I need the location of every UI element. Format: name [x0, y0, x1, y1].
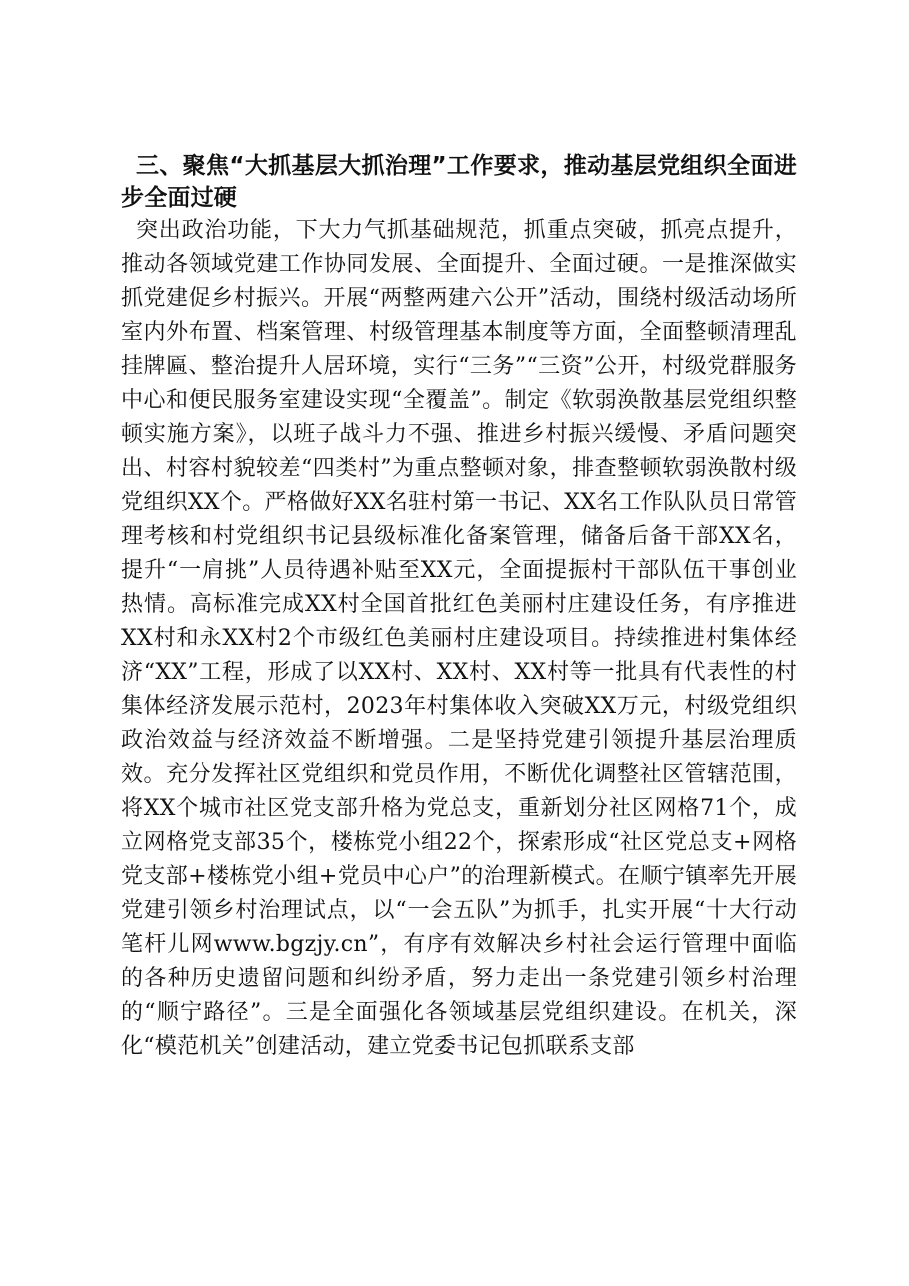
- section-heading: 三、聚焦“大抓基层大抓治理”工作要求，推动基层党组织全面进步全面过硬: [121, 153, 797, 211]
- document-content: [121, 150, 797, 1064]
- body-paragraph: 突出政治功能，下大力气抓基础规范，抓重点突破，抓亮点提升，推动各领域党建工作协同发展、全面提升、全面过硬。一是推深做实抓党建促乡村振兴。开展“两整两建六公开”活动，围绕村级活动场所室内外布置、档案管理、村级管理基本制度等方面，全面整顿清理乱挂牌匾、整治提升人居环境，实行“三务”“三资”公开，村级党群服务中心和便民服务室建设实现“全覆盖”。制定《软弱涣散基层党组织整顿实施方案》，以班子战斗力不强、推进乡村振兴缓慢、矛盾问题突出、村容村貌较差“四类村”为重点整顿对象，排查整顿软弱涣散村级党组织XX个。严格做好XX名驻村第一书记、XX名工作队队员日常管理考核和村党组织书记县级标准化备案管理，储备后备干部XX名，提升“一肩挑”人员待遇补贴至XX元，全面提振村干部队伍干事创业热情。高标准完成XX村全国首批红色美丽村庄建设任务，有序推进XX村和永XX村2个市级红色美丽村庄建设项目。持续推进村集体经济“XX”工程，形成了以XX村、XX村、XX村等一批具有代表性的村集体经济发展示范村，2023年村集体收入突破XX万元，村级党组织政治效益与经济效益不断增强。二是坚持党建引领提升基层治理质效。充分发挥社区党组织和党员作用，不断优化调整社区管辖范围，将XX个城市社区党支部升格为党总支，重新划分社区网格71个，成立网格党支部35个，楼栋党小组22个，探索形成“社区党总支+网格党支部+楼栋党小组+党员中心户”的治理新模式。在顺宁镇率先开展党建引领乡村治理试点，以“一会五队”为抓手，扎实开展“十大行动笔杆儿网www.bgzjy.cn”，有序有效解决乡村社会运行管理中面临的各种历史遗留问题和纠纷矛盾，努力走出一条党建引领乡村治理的“顺宁路径”。三是全面强化各领域基层党组织建设。在机关，深化“模范机关”创建活动，建立党委书记包抓联系支部: [121, 218, 797, 1059]
